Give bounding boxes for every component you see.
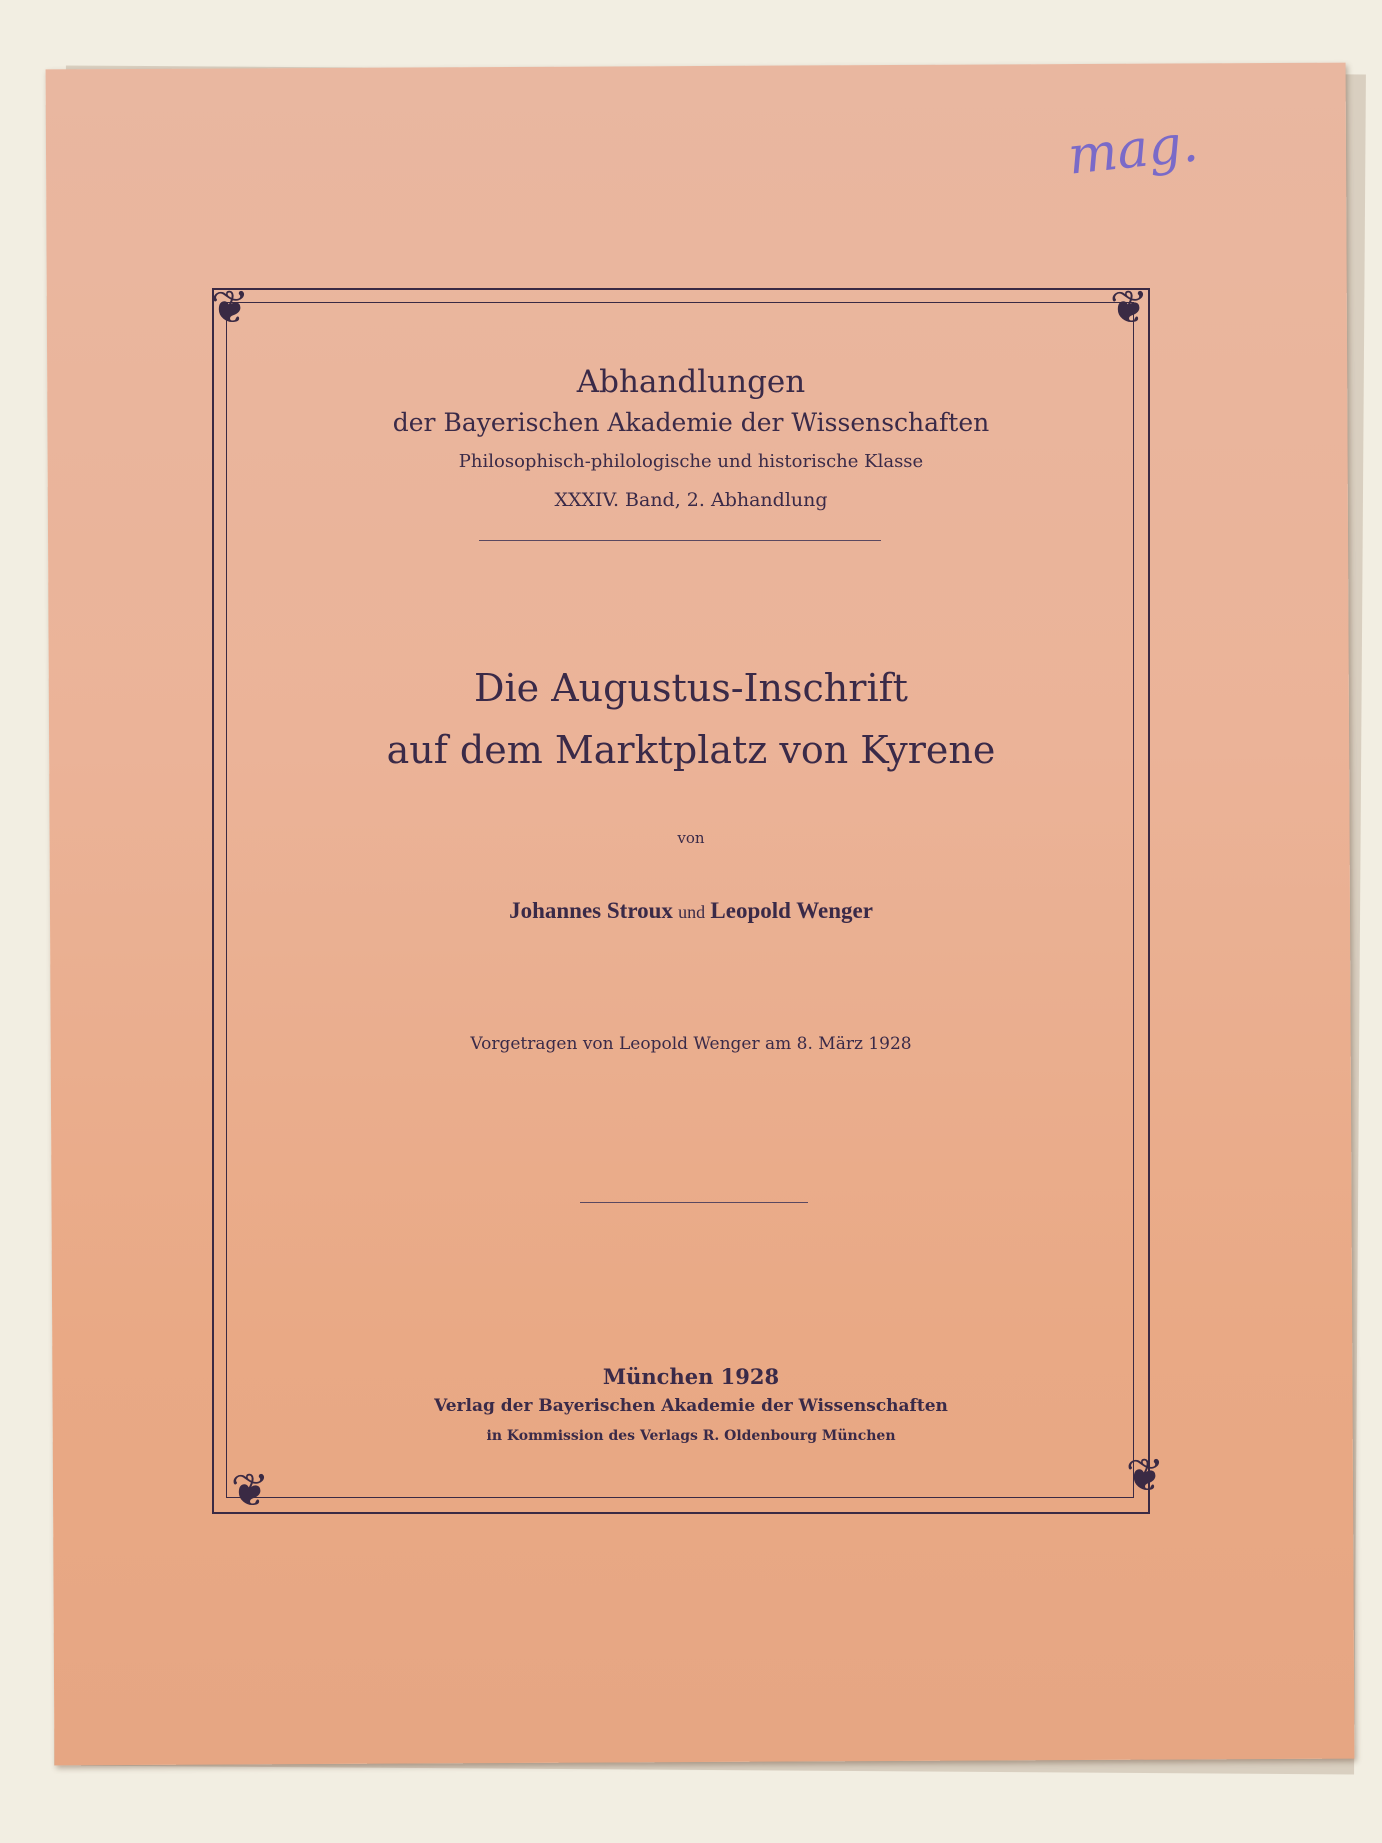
author-1: Johannes Stroux xyxy=(509,898,673,923)
series-volume: XXXIV. Band, 2. Abhandlung xyxy=(554,489,828,511)
handwritten-note: mag. xyxy=(1065,113,1201,187)
by-label: von xyxy=(677,829,705,847)
author-2: Leopold Wenger xyxy=(710,898,873,923)
ornament-corner-icon: ❦ xyxy=(230,1463,270,1517)
series-title: Abhandlungen xyxy=(576,364,806,400)
place-year: München 1928 xyxy=(602,1364,780,1389)
series-class: Philosophisch-philologische und historische Klasse xyxy=(458,451,924,472)
ornament-corner-icon: ❦ xyxy=(1125,1448,1165,1502)
presented-note: Vorgetragen von Leopold Wenger am 8. März 1928 xyxy=(470,1034,912,1054)
ornament-corner-icon: ❦ xyxy=(210,280,250,334)
ornament-corner-icon: ❦ xyxy=(1109,280,1149,334)
publisher: Verlag der Bayerischen Akademie der Wissenschaften xyxy=(434,1396,948,1416)
divider xyxy=(580,1202,808,1203)
title-line-2: auf dem Marktplatz von Kyrene xyxy=(386,728,996,772)
authors xyxy=(0,898,1382,924)
divider xyxy=(479,540,881,541)
title-line-1: Die Augustus-Inschrift xyxy=(474,666,908,710)
and-label: und xyxy=(678,902,706,922)
series-institution: der Bayerischen Akademie der Wissenschaften xyxy=(392,408,990,437)
commission: in Kommission des Verlags R. Oldenbourg München xyxy=(486,1428,896,1444)
